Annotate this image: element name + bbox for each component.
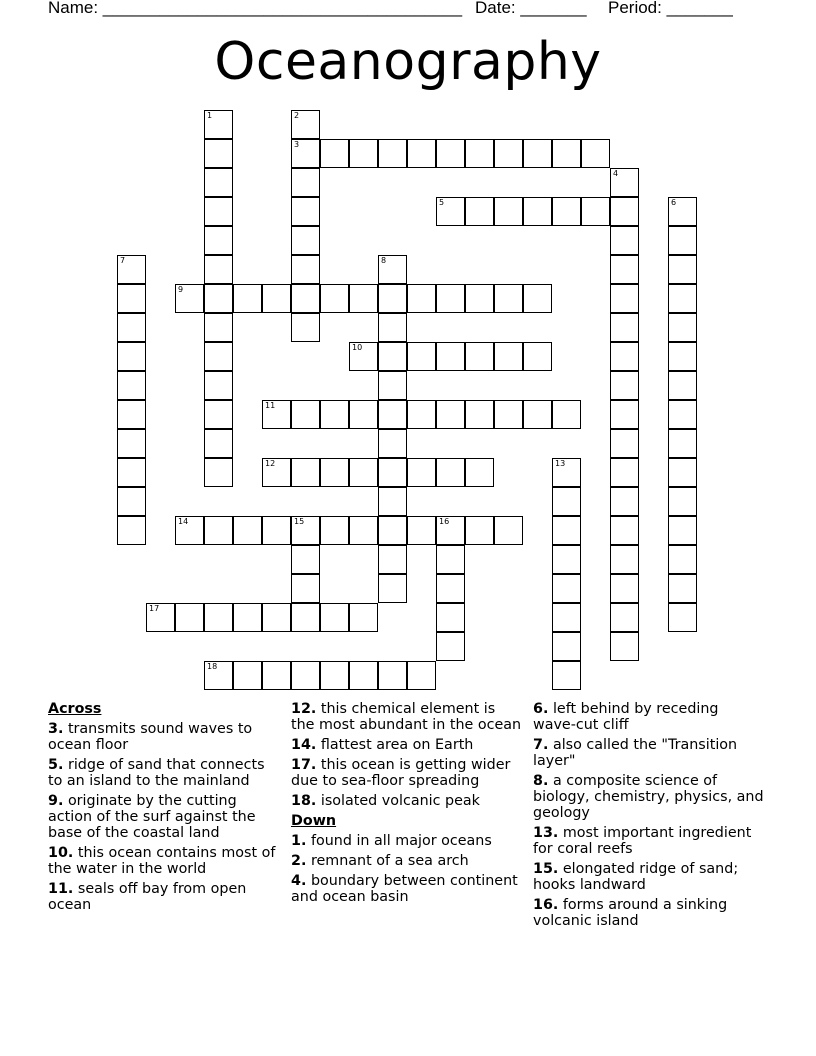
- crossword-cell[interactable]: [668, 603, 697, 632]
- crossword-cell[interactable]: [146, 603, 175, 632]
- crossword-cell[interactable]: [262, 516, 291, 545]
- clues-column-3: [533, 701, 765, 933]
- crossword-cell[interactable]: [610, 313, 639, 342]
- clue-across-10: 10. this ocean contains most of the water in the world: [48, 845, 276, 877]
- crossword-cell[interactable]: [349, 400, 378, 429]
- crossword-cell[interactable]: [204, 400, 233, 429]
- crossword-cell[interactable]: [610, 255, 639, 284]
- crossword-cell[interactable]: [117, 313, 146, 342]
- crossword-cell[interactable]: [407, 342, 436, 371]
- crossword-cell[interactable]: [117, 284, 146, 313]
- crossword-cell[interactable]: [552, 516, 581, 545]
- crossword-cell[interactable]: [610, 371, 639, 400]
- crossword-cell[interactable]: [378, 516, 407, 545]
- crossword-cell[interactable]: [668, 342, 697, 371]
- crossword-cell[interactable]: [494, 516, 523, 545]
- crossword-cell[interactable]: [378, 371, 407, 400]
- crossword-cell[interactable]: [552, 487, 581, 516]
- puzzle-title: Oceanography: [214, 32, 602, 92]
- clue-across-14: 14. flattest area on Earth: [291, 737, 474, 753]
- crossword-cell[interactable]: [552, 400, 581, 429]
- crossword-cell[interactable]: [407, 284, 436, 313]
- crossword-cell[interactable]: [262, 400, 291, 429]
- crossword-cell[interactable]: [668, 574, 697, 603]
- crossword-cell[interactable]: [378, 342, 407, 371]
- crossword-cell[interactable]: [465, 342, 494, 371]
- clue-down-15: 15. elongated ridge of sand; hooks landward: [533, 861, 739, 893]
- crossword-cell[interactable]: [378, 139, 407, 168]
- crossword-cell[interactable]: [523, 197, 552, 226]
- crossword-cell[interactable]: [494, 400, 523, 429]
- crossword-cell[interactable]: [204, 139, 233, 168]
- crossword-cell[interactable]: [552, 632, 581, 661]
- crossword-cell[interactable]: [291, 313, 320, 342]
- crossword-cell[interactable]: [349, 516, 378, 545]
- clue-number-label: 5: [439, 198, 445, 207]
- crossword-cell[interactable]: [610, 516, 639, 545]
- crossword-cell[interactable]: [610, 226, 639, 255]
- crossword-cell[interactable]: [378, 661, 407, 690]
- clue-number-label: 9: [178, 285, 184, 294]
- crossword-cell[interactable]: [204, 371, 233, 400]
- crossword-cell[interactable]: [378, 313, 407, 342]
- clue-number-label: 8: [381, 256, 387, 265]
- crossword-cell[interactable]: [117, 429, 146, 458]
- crossword-cell[interactable]: [291, 255, 320, 284]
- crossword-cell[interactable]: [610, 168, 639, 197]
- clue-down-1: 1. found in all major oceans: [291, 833, 492, 849]
- crossword-cell[interactable]: [668, 371, 697, 400]
- crossword-cell[interactable]: [436, 574, 465, 603]
- clue-down-7: 7. also called the "Transition layer": [533, 737, 738, 769]
- crossword-cell[interactable]: [465, 400, 494, 429]
- name-field[interactable]: Name: ______________________________________: [48, 0, 463, 17]
- crossword-cell[interactable]: [610, 284, 639, 313]
- crossword-cell[interactable]: [552, 545, 581, 574]
- crossword-cell[interactable]: [552, 458, 581, 487]
- crossword-cell[interactable]: [117, 516, 146, 545]
- crossword-cell[interactable]: [175, 603, 204, 632]
- period-field[interactable]: Period: _______: [608, 0, 733, 17]
- crossword-cell[interactable]: [668, 545, 697, 574]
- crossword-cell[interactable]: [436, 342, 465, 371]
- crossword-cell[interactable]: [668, 487, 697, 516]
- clue-number-label: 4: [613, 169, 619, 178]
- crossword-cell[interactable]: [233, 284, 262, 313]
- crossword-cell[interactable]: [436, 603, 465, 632]
- clue-across-3: 3. transmits sound waves to ocean floor: [48, 721, 253, 753]
- crossword-cell[interactable]: [320, 603, 349, 632]
- crossword-cell[interactable]: [204, 661, 233, 690]
- crossword-cell[interactable]: [668, 284, 697, 313]
- crossword-cell[interactable]: [349, 284, 378, 313]
- clue-number-label: 14: [178, 517, 189, 526]
- crossword-cell[interactable]: [378, 429, 407, 458]
- crossword-cell[interactable]: [291, 226, 320, 255]
- crossword-cell[interactable]: [204, 313, 233, 342]
- clue-number-label: 16: [439, 517, 450, 526]
- crossword-cell[interactable]: [581, 197, 610, 226]
- crossword-cell[interactable]: [494, 342, 523, 371]
- crossword-cell[interactable]: [407, 400, 436, 429]
- crossword-cell[interactable]: [610, 487, 639, 516]
- crossword-cell[interactable]: [552, 139, 581, 168]
- crossword-cell[interactable]: [378, 574, 407, 603]
- crossword-cell[interactable]: [233, 661, 262, 690]
- clue-down-2: 2. remnant of a sea arch: [291, 853, 469, 869]
- crossword-cell[interactable]: [668, 197, 697, 226]
- crossword-cell[interactable]: [378, 487, 407, 516]
- crossword-cell[interactable]: [610, 574, 639, 603]
- crossword-cell[interactable]: [610, 632, 639, 661]
- crossword-cell[interactable]: [204, 197, 233, 226]
- crossword-cell[interactable]: [465, 197, 494, 226]
- crossword-cell[interactable]: [117, 400, 146, 429]
- crossword-cell[interactable]: [668, 313, 697, 342]
- crossword-cell[interactable]: [552, 197, 581, 226]
- crossword-cell[interactable]: [204, 255, 233, 284]
- crossword-cell[interactable]: [378, 400, 407, 429]
- crossword-cell[interactable]: [610, 197, 639, 226]
- crossword-cell[interactable]: [668, 429, 697, 458]
- crossword-cell[interactable]: [291, 574, 320, 603]
- crossword-cell[interactable]: [320, 139, 349, 168]
- across-heading: Across: [48, 701, 102, 717]
- clue-number-label: 11: [265, 401, 276, 410]
- crossword-cell[interactable]: [291, 284, 320, 313]
- clue-across-11: 11. seals off bay from open ocean: [48, 881, 247, 913]
- crossword-cell[interactable]: [349, 342, 378, 371]
- crossword-cell[interactable]: [291, 661, 320, 690]
- crossword-cell[interactable]: [552, 603, 581, 632]
- clues-column-1: [48, 701, 280, 917]
- crossword-cell[interactable]: [349, 661, 378, 690]
- crossword-cell[interactable]: [175, 516, 204, 545]
- crossword-cell[interactable]: [320, 661, 349, 690]
- crossword-cell[interactable]: [436, 284, 465, 313]
- clue-across-9: 9. originate by the cutting action of the surf against the base of the coastal land: [48, 793, 256, 841]
- crossword-cell[interactable]: [407, 139, 436, 168]
- crossword-cell[interactable]: [436, 197, 465, 226]
- clue-down-4: 4. boundary between continent and ocean basin: [291, 873, 518, 905]
- crossword-cell[interactable]: [668, 226, 697, 255]
- crossword-cell[interactable]: [378, 255, 407, 284]
- clue-down-6: 6. left behind by receding wave-cut cliff: [533, 701, 719, 733]
- crossword-cell[interactable]: [291, 197, 320, 226]
- crossword-cell[interactable]: [494, 284, 523, 313]
- crossword-cell[interactable]: [494, 197, 523, 226]
- crossword-cell[interactable]: [610, 400, 639, 429]
- crossword-cell[interactable]: [349, 603, 378, 632]
- clue-number-label: 6: [671, 198, 677, 207]
- clue-down-16: 16. forms around a sinking volcanic island: [533, 897, 728, 929]
- clue-across-17: 17. this ocean is getting wider due to sea-floor spreading: [291, 757, 511, 789]
- crossword-cell[interactable]: [117, 342, 146, 371]
- clue-down-13: 13. most important ingredient for coral reefs: [533, 825, 752, 857]
- clue-number-label: 2: [294, 111, 300, 120]
- clue-across-18: 18. isolated volcanic peak: [291, 793, 480, 809]
- crossword-cell[interactable]: [610, 603, 639, 632]
- crossword-cell[interactable]: [465, 284, 494, 313]
- crossword-cell[interactable]: [233, 603, 262, 632]
- crossword-cell[interactable]: [291, 400, 320, 429]
- crossword-cell[interactable]: [291, 603, 320, 632]
- crossword-cell[interactable]: [523, 139, 552, 168]
- crossword-cell[interactable]: [320, 516, 349, 545]
- clue-down-8: 8. a composite science of biology, chemistry, physics, and geology: [533, 773, 764, 821]
- crossword-cell[interactable]: [552, 661, 581, 690]
- date-field[interactable]: Date: _______: [475, 0, 587, 17]
- crossword-cell[interactable]: [204, 110, 233, 139]
- crossword-cell[interactable]: [204, 603, 233, 632]
- clue-number-label: 10: [352, 343, 363, 352]
- crossword-cell[interactable]: [523, 284, 552, 313]
- crossword-cell[interactable]: [668, 516, 697, 545]
- clue-number-label: 17: [149, 604, 160, 613]
- crossword-cell[interactable]: [262, 458, 291, 487]
- crossword-cell[interactable]: [523, 342, 552, 371]
- crossword-cell[interactable]: [465, 139, 494, 168]
- crossword-cell[interactable]: [349, 139, 378, 168]
- crossword-cell[interactable]: [320, 458, 349, 487]
- crossword-cell[interactable]: [262, 284, 291, 313]
- crossword-cell[interactable]: [407, 458, 436, 487]
- crossword-cell[interactable]: [204, 516, 233, 545]
- crossword-cell[interactable]: [291, 139, 320, 168]
- crossword-cell[interactable]: [407, 516, 436, 545]
- crossword-cell[interactable]: [436, 139, 465, 168]
- crossword-cell[interactable]: [117, 371, 146, 400]
- crossword-cell[interactable]: [117, 487, 146, 516]
- crossword-cell[interactable]: [436, 516, 465, 545]
- crossword-cell[interactable]: [407, 661, 436, 690]
- crossword-cell[interactable]: [581, 139, 610, 168]
- crossword-cell[interactable]: [320, 400, 349, 429]
- clue-number-label: 15: [294, 517, 305, 526]
- crossword-cell[interactable]: [436, 632, 465, 661]
- crossword-cell[interactable]: [610, 545, 639, 574]
- crossword-cell[interactable]: [117, 255, 146, 284]
- crossword-cell[interactable]: [436, 400, 465, 429]
- crossword-cell[interactable]: [204, 342, 233, 371]
- crossword-cell[interactable]: [320, 284, 349, 313]
- crossword-cell[interactable]: [204, 168, 233, 197]
- crossword-cell[interactable]: [668, 255, 697, 284]
- crossword-cell[interactable]: [378, 545, 407, 574]
- crossword-cell[interactable]: [262, 661, 291, 690]
- crossword-cell[interactable]: [291, 458, 320, 487]
- clues-column-2: [291, 701, 523, 909]
- crossword-cell[interactable]: [494, 139, 523, 168]
- crossword-cell[interactable]: [204, 226, 233, 255]
- crossword-cell[interactable]: [610, 429, 639, 458]
- crossword-cell[interactable]: [668, 458, 697, 487]
- clue-number-label: 3: [294, 140, 300, 149]
- crossword-cell[interactable]: [291, 516, 320, 545]
- down-heading: Down: [291, 813, 337, 829]
- clue-across-5: 5. ridge of sand that connects to an island to the mainland: [48, 757, 265, 789]
- clue-across-12: 12. this chemical element is the most abundant in the ocean: [291, 701, 522, 733]
- crossword-cell[interactable]: [610, 458, 639, 487]
- clue-number-label: 7: [120, 256, 126, 265]
- crossword-cell[interactable]: [204, 458, 233, 487]
- crossword-cell[interactable]: [291, 545, 320, 574]
- crossword-cell[interactable]: [465, 516, 494, 545]
- crossword-cell[interactable]: [204, 429, 233, 458]
- crossword-cell[interactable]: [262, 603, 291, 632]
- crossword-cell[interactable]: [436, 458, 465, 487]
- crossword-cell[interactable]: [349, 458, 378, 487]
- crossword-cell[interactable]: [291, 110, 320, 139]
- crossword-cell[interactable]: [668, 400, 697, 429]
- clue-number-label: 12: [265, 459, 276, 468]
- crossword-cell[interactable]: [378, 284, 407, 313]
- clue-number-label: 1: [207, 111, 213, 120]
- clue-number-label: 18: [207, 662, 218, 671]
- crossword-cell[interactable]: [175, 284, 204, 313]
- crossword-cell[interactable]: [523, 400, 552, 429]
- crossword-cell[interactable]: [610, 342, 639, 371]
- clue-number-label: 13: [555, 459, 566, 468]
- crossword-cell[interactable]: [436, 545, 465, 574]
- crossword-cell[interactable]: [233, 516, 262, 545]
- crossword-cell[interactable]: [291, 168, 320, 197]
- crossword-cell[interactable]: [117, 458, 146, 487]
- crossword-cell[interactable]: [552, 574, 581, 603]
- crossword-cell[interactable]: [378, 458, 407, 487]
- crossword-cell[interactable]: [204, 284, 233, 313]
- crossword-cell[interactable]: [465, 458, 494, 487]
